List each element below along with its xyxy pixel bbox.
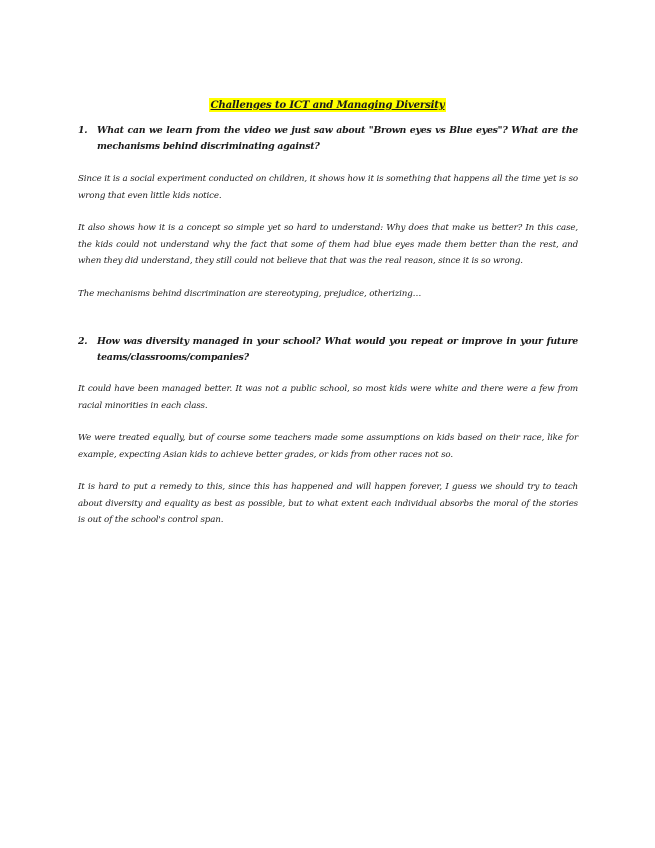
section-1-paragraph-2: It also shows how it is a concept so simple yet so hard to understand: Why does that make us better? In this case, the kids could not understand why the fact that some of them had blue eyes made them better than the rest, and when they did understand, they still could not believe that that was the real reason, since it is so wrong.	[78, 223, 578, 266]
question-1-text: What can we learn from the video we just saw about "Brown eyes vs Blue eyes"? What are the mechanisms behind discriminating against?	[97, 125, 578, 152]
section-1-paragraph-1: Since it is a social experiment conducted on children, it shows how it is something that happens all the time yet is so wrong that even little kids notice.	[78, 174, 578, 201]
question-2-number: 2.	[78, 336, 88, 347]
title-container	[0, 93, 655, 112]
question-1	[78, 123, 578, 155]
section-1-paragraph-3: The mechanisms behind discrimination are stereotyping, prejudice, otherizing…	[78, 289, 422, 299]
question-1-number: 1.	[78, 125, 88, 136]
question-2	[78, 334, 578, 366]
question-2-text: How was diversity managed in your school? What would you repeat or improve in your future teams/classrooms/companies?	[97, 336, 578, 363]
section-2-paragraph-2: We were treated equally, but of course some teachers made some assumptions on kids based on their race, like for example, expecting Asian kids to achieve better grades, or kids from other races not so.	[78, 433, 578, 460]
section-2-paragraph-3: It is hard to put a remedy to this, since this has happened and will happen forever, I guess we should try to teach about diversity and equality as best as possible, but to what extent each individual absorbs the moral of the stories is out of the school's control span.	[78, 482, 578, 525]
document-title: Challenges to ICT and Managing Diversity	[210, 99, 445, 111]
section-2-paragraph-1: It could have been managed better. It was not a public school, so most kids were white and there were a few from racial minorities in each class.	[78, 384, 578, 411]
